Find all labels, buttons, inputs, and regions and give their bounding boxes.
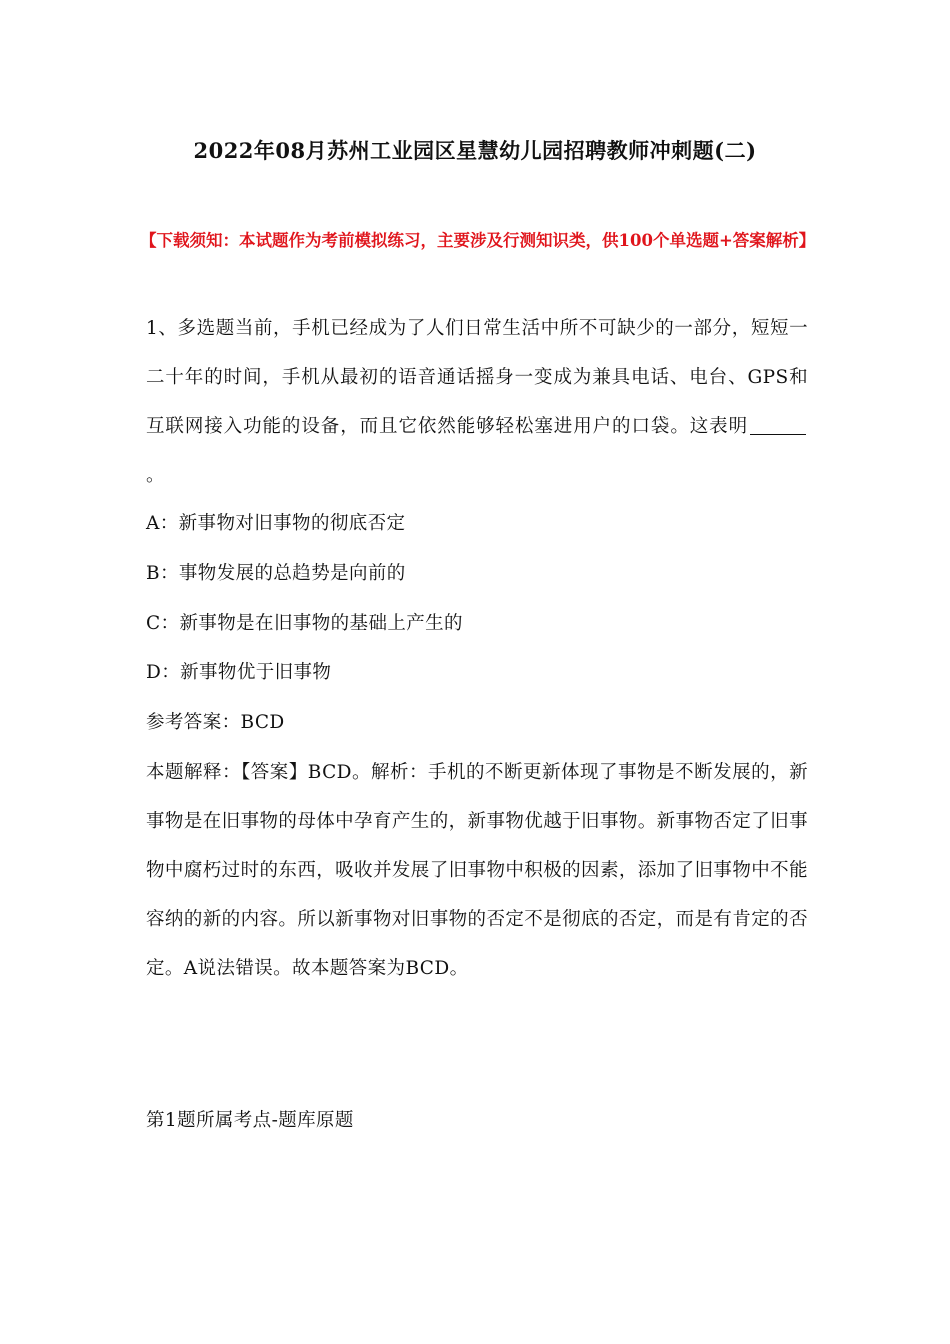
- question-stem-text: 1、多选题当前，手机已经成为了人们日常生活中所不可缺少的一部分，短短一二十年的时间，手机从最初的语音通话摇身一变成为兼具电话、电台、GPS和互联网接入功能的设备，而且它依然能够轻松塞进用户的口袋。这表明: [146, 318, 808, 437]
- answer-explanation: 本题解释：【答案】BCD。解析：手机的不断更新体现了事物是不断发展的，新事物是在旧事物的母体中孕育产生的，新事物优越于旧事物。新事物否定了旧事物中腐朽过时的东西，吸收并发展了旧事物中积极的因素，添加了旧事物中不能容纳的新的内容。所以新事物对旧事物的否定不是彻底的否定，而是有肯定的否定。A说法错误。故本题答案为BCD。: [146, 762, 808, 979]
- question-stem: [146, 304, 808, 500]
- answer-blank: [750, 416, 806, 436]
- question-stem-end: 。: [146, 465, 165, 486]
- document-title: 2022年08月苏州工业园区星慧幼儿园招聘教师冲刺题(二): [193, 138, 757, 163]
- download-notice: 【下载须知：本试题作为考前模拟练习，主要涉及行测知识类，供100个单选题+答案解析】: [140, 231, 816, 250]
- option-b: B：事物发展的总趋势是向前的: [146, 563, 406, 584]
- reference-answer: 参考答案：BCD: [146, 712, 285, 733]
- option-d: D：新事物优于旧事物: [146, 662, 332, 683]
- option-c: C：新事物是在旧事物的基础上产生的: [146, 613, 463, 634]
- question-topic: 第1题所属考点-题库原题: [146, 1110, 354, 1131]
- option-a: A：新事物对旧事物的彻底否定: [146, 513, 406, 534]
